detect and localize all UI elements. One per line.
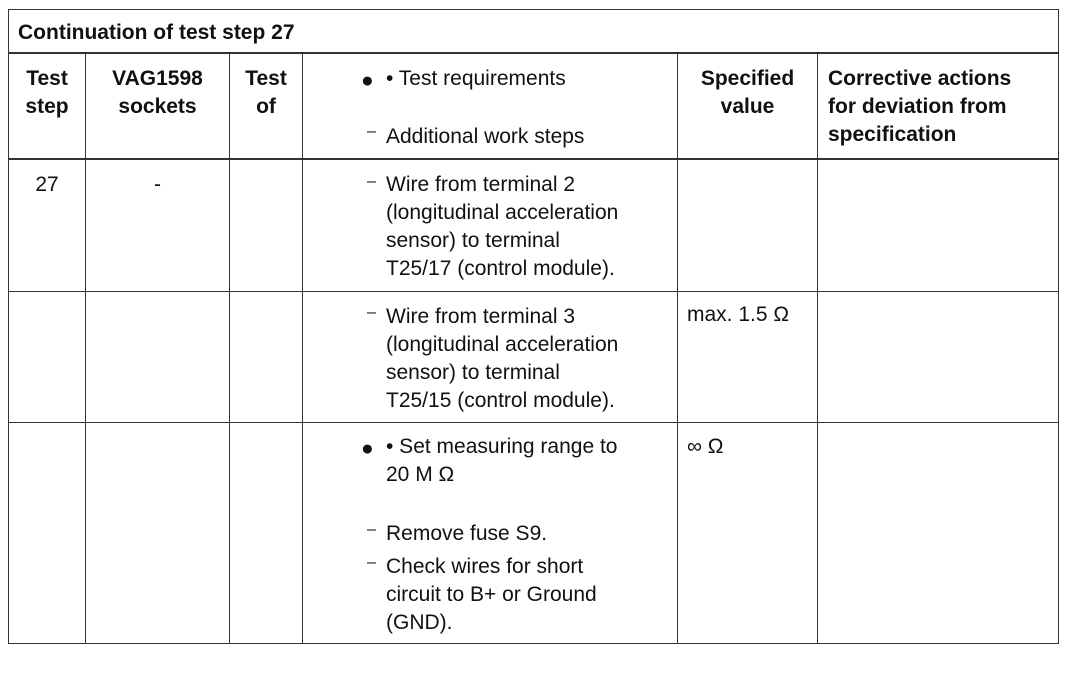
header-test-step: Test step [25,67,69,118]
bullet-icon: ● [361,437,374,460]
dash-icon: – [367,304,376,321]
header-requirements: • Test requirements [386,67,566,90]
dash-icon: – [367,123,376,140]
row2-work-step: Wire from terminal 3 (longitudinal acceleration sensor) to terminal T25/15 (control module). [386,305,619,412]
header-additional: Additional work steps [386,125,585,148]
table-title: Continuation of test step 27 [9,10,1058,54]
dash-icon: – [367,554,376,571]
dash-icon: – [367,173,376,190]
row1-work-step: Wire from terminal 2 (longitudinal acceleration sensor) to terminal T25/17 (control module). [386,173,619,280]
row3-step-a: Remove fuse S9. [386,522,548,545]
bullet-icon: ● [361,69,374,92]
dash-icon: – [367,521,376,538]
col-divider [229,54,230,643]
row3-step-b: Check wires for short circuit to B+ or Ground (GND). [386,555,597,634]
row-divider [9,422,1058,423]
row-divider [9,158,1058,160]
row2-specified-value: max. 1.5 Ω [687,303,790,326]
row3-specified-value: ∞ Ω [687,435,724,458]
header-corrective: Corrective actions for deviation from specification [828,67,1012,146]
header-sockets: VAG1598 sockets [112,67,203,118]
col-divider [817,54,818,643]
col-divider [677,54,678,643]
row3-requirement: • Set measuring range to 20 M Ω [386,435,618,486]
test-table [8,9,1059,644]
row-divider [9,291,1058,292]
row1-step: 27 [35,173,59,196]
header-specified: Specified value [700,67,795,118]
header-test-of: Test of [245,67,287,118]
col-divider [85,54,86,643]
col-divider [302,54,303,643]
row1-sockets: - [154,173,161,196]
